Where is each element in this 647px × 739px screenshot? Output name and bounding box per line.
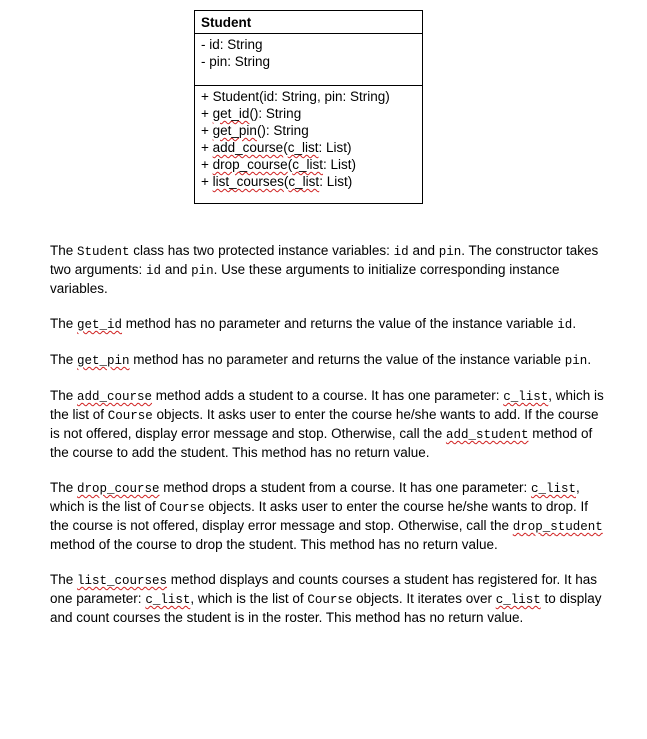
description-text [50, 242, 610, 644]
paragraph-get-pin: The get_pin method has no parameter and returns the value of the instance variable pin. [50, 352, 592, 368]
uml-class-diagram [194, 10, 423, 204]
uml-method-drop-course: + drop_course(c_list: List) [201, 157, 356, 172]
paragraph-class-description: The Student class has two protected instance variables: id and pin. The constructor takes two arguments: id and pin. Use these arguments to initialize corresponding instance variables. [50, 243, 599, 296]
uml-method-get-id: + get_id(): String [201, 106, 302, 121]
uml-methods [195, 86, 422, 203]
paragraph-get-id: The get_id method has no parameter and returns the value of the instance variable id. [50, 316, 577, 332]
uml-attributes [195, 34, 422, 86]
uml-attribute-id: - id: String [201, 37, 263, 52]
paragraph-drop-course: The drop_course method drops a student from a course. It has one parameter: c_list, which is the list of Course objects. It asks user to enter the course he/she wants to drop. If the course is not offered, display error message and stop. Otherwise, call the drop_student method of the course to drop the student. This method has no return value. [50, 480, 603, 552]
paragraph-list-courses: The list_courses method displays and counts courses a student has registered for. It has one parameter: c_list, which is the list of Course objects. It iterates over c_list to display and count courses the student is in the roster. This method has no return value. [50, 572, 602, 625]
uml-class-name: Student [195, 11, 422, 34]
uml-method-constructor: + Student(id: String, pin: String) [201, 89, 390, 104]
paragraph-add-course: The add_course method adds a student to a course. It has one parameter: c_list, which is the list of Course objects. It asks user to enter the course he/she wants to add. If the course is not offered, display error message and stop. Otherwise, call the add_student method of the course to add the student. This method has no return value. [50, 388, 604, 460]
uml-method-list-courses: + list_courses(c_list: List) [201, 174, 353, 189]
uml-method-add-course: + add_course(c_list: List) [201, 140, 352, 155]
uml-attribute-pin: - pin: String [201, 54, 271, 69]
uml-method-get-pin: + get_pin(): String [201, 123, 309, 138]
